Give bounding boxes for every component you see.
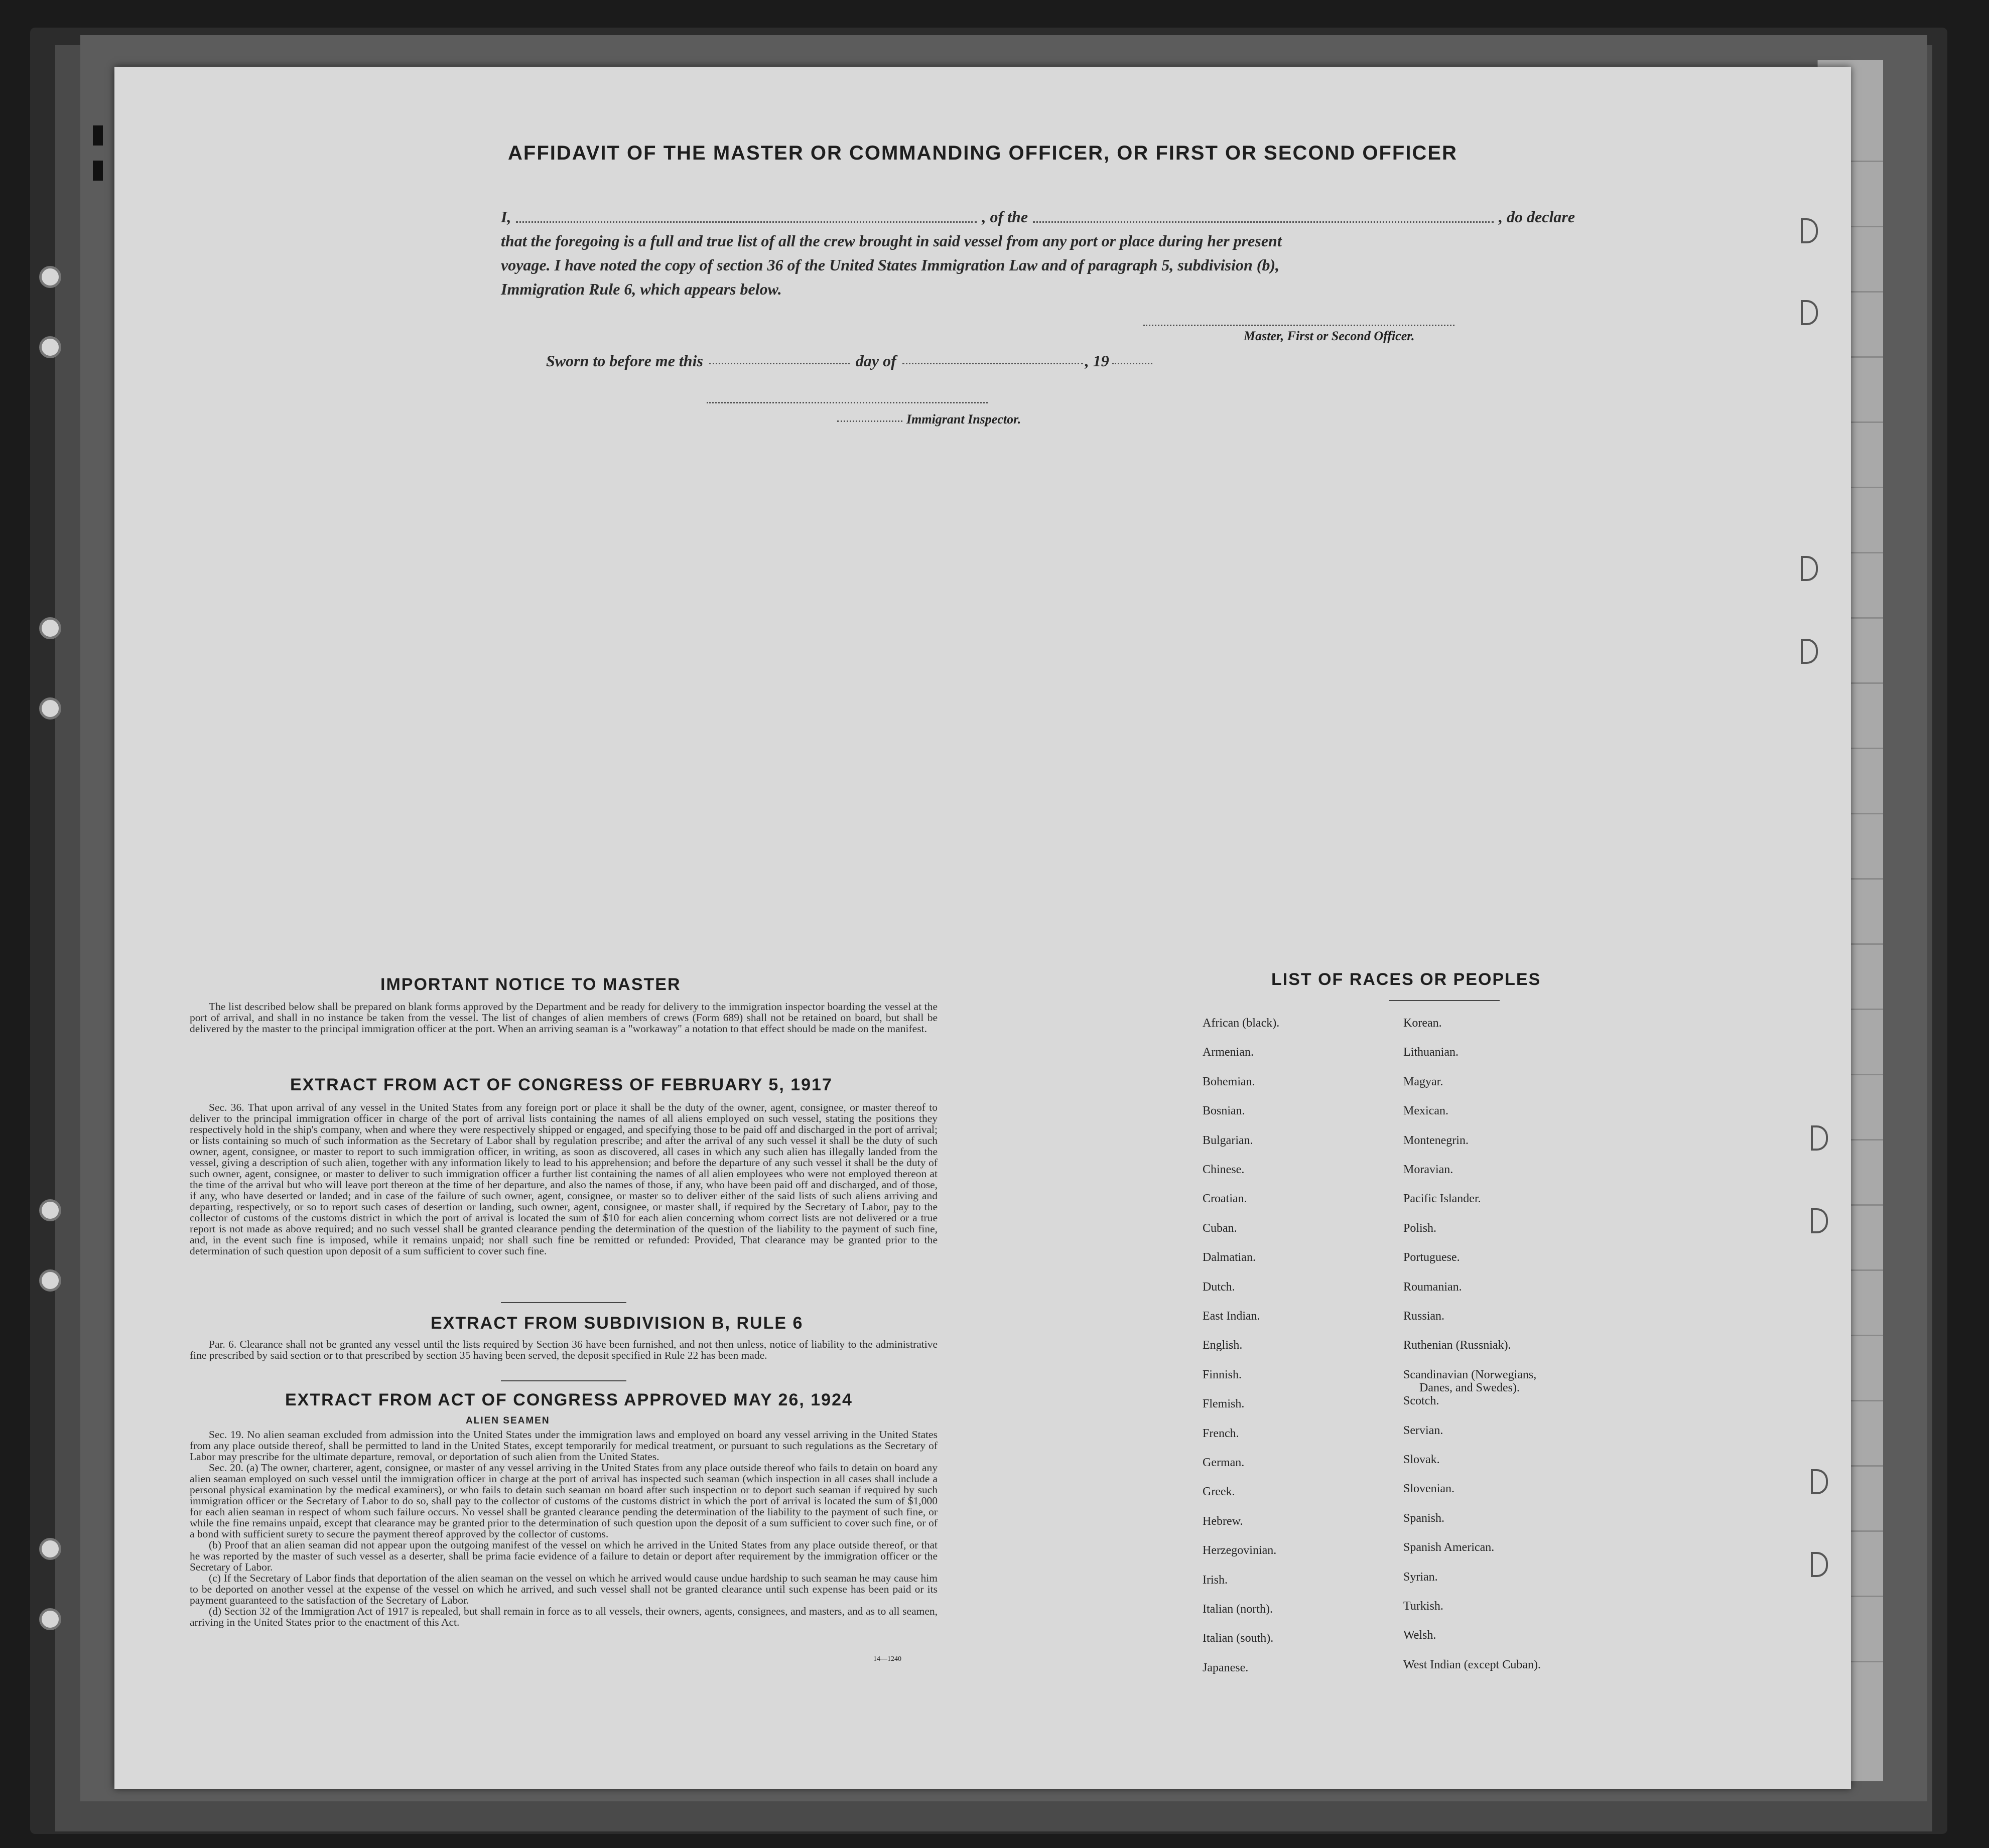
race-item: Flemish. <box>1203 1397 1245 1411</box>
race-item: Magyar. <box>1403 1075 1443 1088</box>
race-item: Servian. <box>1403 1424 1443 1437</box>
edge-mark <box>93 161 103 181</box>
manifest-page <box>114 67 1851 1789</box>
race-item: Scandinavian (Norwegians, <box>1403 1368 1537 1381</box>
affidavit-line2: that the foregoing is a full and true list of all the crew brought in said vessel from any port or place during her present <box>501 232 1282 250</box>
race-item: Welsh. <box>1403 1629 1436 1642</box>
race-item: Scotch. <box>1403 1394 1439 1408</box>
race-item: Slovak. <box>1403 1453 1440 1466</box>
race-item: Bohemian. <box>1203 1075 1255 1088</box>
affidavit-body <box>501 205 1575 301</box>
race-item: Turkish. <box>1403 1600 1443 1613</box>
sworn-end: , 19 <box>1085 352 1109 370</box>
signature-line <box>1143 325 1454 326</box>
signature-label: Master, First or Second Officer. <box>1244 329 1415 343</box>
race-item: Bulgarian. <box>1203 1133 1253 1147</box>
race-item: Dutch. <box>1203 1280 1235 1294</box>
sworn-mid: day of <box>855 352 896 370</box>
binder-hole <box>39 617 61 639</box>
inspector-label-row <box>837 412 1021 427</box>
binder-hole <box>39 1199 61 1221</box>
race-item: Bosnian. <box>1203 1104 1245 1118</box>
binder-hole <box>39 697 61 720</box>
race-item: Lithuanian. <box>1403 1046 1458 1059</box>
race-item: Greek. <box>1203 1485 1235 1499</box>
race-item: Spanish. <box>1403 1511 1445 1525</box>
race-item: German. <box>1203 1456 1245 1469</box>
affidavit-line1-end: , do declare <box>1499 208 1575 226</box>
races-divider <box>1389 1000 1500 1001</box>
alien-seamen-subhead: ALIEN SEAMEN <box>466 1415 550 1426</box>
sworn-start: Sworn to before me this <box>546 352 703 370</box>
race-item: African (black). <box>1203 1017 1280 1030</box>
race-item: Dalmatian. <box>1203 1251 1256 1264</box>
affidavit-title: AFFIDAVIT OF THE MASTER OR COMMANDING OFFICER, OR FIRST OR SECOND OFFICER <box>508 142 1457 164</box>
form-number: 14—1240 <box>873 1655 901 1663</box>
race-item: Russian. <box>1403 1310 1445 1323</box>
extract-1924-title: EXTRACT FROM ACT OF CONGRESS APPROVED MAY 26, 1924 <box>285 1390 853 1409</box>
race-item: Croatian. <box>1203 1192 1247 1206</box>
race-item: Cuban. <box>1203 1221 1237 1235</box>
inspector-label: Immigrant Inspector. <box>906 412 1021 427</box>
races-title: LIST OF RACES OR PEOPLES <box>1271 970 1541 989</box>
page-hole <box>1811 1552 1828 1577</box>
race-item: Pacific Islander. <box>1403 1192 1481 1206</box>
race-item: English. <box>1203 1339 1243 1352</box>
race-item: Japanese. <box>1203 1661 1249 1674</box>
race-item: French. <box>1203 1427 1239 1440</box>
race-item: West Indian (except Cuban). <box>1403 1658 1541 1671</box>
divider <box>501 1380 626 1381</box>
binder-hole <box>39 266 61 288</box>
affidavit-line4: Immigration Rule 6, which appears below. <box>501 280 782 298</box>
binder-hole <box>39 1608 61 1630</box>
day-blank <box>709 363 850 364</box>
race-item: Syrian. <box>1403 1570 1438 1584</box>
affidavit-line1-mid: , of the <box>982 208 1028 226</box>
race-item: Montenegrin. <box>1403 1133 1469 1147</box>
inspector-signature-line <box>707 402 988 403</box>
race-item: East Indian. <box>1203 1310 1260 1323</box>
divider <box>501 1302 626 1303</box>
race-item: Herzegovinian. <box>1203 1544 1277 1557</box>
extract-1924-body: Sec. 19. No alien seaman excluded from admission into the United States under the immigration laws and employed on board any vessel arriving in the United States from any place outside thereof, shall be permitted to land in the United States, except temporarily for medical treatment, or pursuant to such regulations as the Secretary of Labor may prescribe for the ultimate departure, removal, or deportation of such alien from the United States. Sec. 20. (a) The owner, charterer, agent, consignee, or master of any vessel arriving in the United States from any place outside thereof who fails to detain on board any alien seaman employed on such vessel until the immigration officer in charge at the port of arrival has inspected such seaman (which inspection in all cases shall include a personal physical examination by the medical examiners), or who fails to detain such seaman on board after such inspection or to deport such seaman if required by such immigration officer or the Secretary of Labor to do so, shall pay to the collector of customs of the customs district in which the port of arrival is located the sum of $1,000 for each alien seaman in respect of whom such failure occurs. No vessel shall be granted clearance pending the determination of the liability to the payment of such fine, or while the fine remains unpaid, except that clearance may be granted prior to the determination of such question upon the deposit of a sum sufficient to cover such fine, or of a bond with sufficient surety to secure the payment thereof approved by the collector of customs. (b) Proof that an alien seaman did not appear upon the outgoing manifest of the vessel on which he arrived in the United States from any place outside thereof, or that he was reported by the master of such vessel as a deserter, shall be prima facie evidence of a failure to detain or deport after requirement by the immigration officer or the Secretary of Labor. (c) If the Secretary of Labor finds that deportation of the alien seaman on the vessel on which he arrived would cause undue hardship to such seaman he may cause him to be deported on another vessel at the expense of the vessel on which he arrived, and such vessel shall not be granted clearance until such expense has been paid or its payment guaranteed to the satisfaction of the Secretary of Labor. (d) Section 32 of the Immigration Act of 1917 is repealed, but shall remain in force as to all vessels, their owners, agents, consignees, and masters, and as to all seamen, arriving in the United States prior to the enactment of this Act. <box>190 1429 938 1628</box>
page-hole <box>1801 639 1818 664</box>
page-hole <box>1801 300 1818 325</box>
race-item: Danes, and Swedes). <box>1419 1381 1520 1394</box>
race-item: Armenian. <box>1203 1046 1254 1059</box>
race-item: Italian (north). <box>1203 1603 1273 1616</box>
binder-hole <box>39 1269 61 1292</box>
race-item: Spanish American. <box>1403 1541 1495 1554</box>
notice-body: The list described below shall be prepared on blank forms approved by the Department and be ready for delivery to the immigration inspector boarding the vessel at the port of arrival, and shall in no instance be taken from the vessel. The list of changes of alien members of crews (Form 689) shall not be retained on board, but shall be delivered by the master to the principal immigration officer at the port. When an arriving seaman is a "workaway" a notation to that effect should be made on the manifest. <box>190 1001 938 1035</box>
year-blank <box>1112 363 1152 364</box>
race-item: Hebrew. <box>1203 1514 1243 1528</box>
page-hole <box>1801 218 1818 243</box>
race-item: Portuguese. <box>1403 1251 1460 1264</box>
page-hole <box>1801 556 1818 581</box>
page-hole <box>1811 1208 1828 1233</box>
affidavit-line1-start: I, <box>501 208 511 226</box>
page-hole <box>1811 1469 1828 1494</box>
sworn-line <box>546 352 1152 370</box>
page-hole <box>1811 1125 1828 1151</box>
race-item: Irish. <box>1203 1573 1228 1587</box>
race-item: Slovenian. <box>1403 1482 1454 1496</box>
race-item: Italian (south). <box>1203 1632 1274 1645</box>
race-item: Polish. <box>1403 1221 1437 1235</box>
binder-hole <box>39 1538 61 1560</box>
vessel-blank <box>1033 221 1494 223</box>
month-blank <box>902 363 1083 364</box>
edge-mark <box>93 125 103 146</box>
extract-1917-body: Sec. 36. That upon arrival of any vessel in the United States from any foreign port or place it shall be the duty of the owner, agent, consignee, or master thereof to deliver to the principal immigration officer in charge of the port of arrival lists containing the names of all aliens employed on such vessel, stating the positions they respectively hold in the ship's company, when and where they were respectively shipped or engaged, and specifying those to be paid off and discharged in the port of arrival; or lists containing so much of such information as the Secretary of Labor shall by regulation prescribe; and after the arrival of any such vessel it shall be the duty of such owner, agent, consignee, or master to report to such immigration officer, in writing, as soon as discovered, all cases in which any such alien has illegally landed from the vessel, giving a description of such alien, together with any information likely to lead to his apprehension; and before the departure of any such vessel it shall be the duty of such owner, agent, consignee, or master to deliver to such immigration officer a further list containing the names of all alien employees who were not employed thereon at the time of the arrival but who will leave port thereon at the time of her departure, and also the names of those, if any, who have been paid off and discharged, and of those, if any, who have deserted or landed; and in case of the failure of such owner, agent, consignee, or master so to deliver either of the said lists of such aliens arriving and departing, respectively, or so to report such cases of desertion or landing, such owner, agent, consignee, or master shall, if required by the Secretary of Labor, pay to the collector of customs of the customs district in which the port of arrival is located the sum of $10 for each alien concerning whom correct lists are not delivered or a true report is not made as above required; and no such vessel shall be granted clearance pending the determination of the question of the liability to the payment of such fine, and, in the event such fine is imposed, while it remains unpaid; nor shall such fine be remitted or refunded: Provided, That clearance may be granted prior to the determination of such question upon deposit of a sum sufficient to cover such fine. <box>190 1101 938 1257</box>
race-item: Mexican. <box>1403 1104 1448 1118</box>
race-item: Ruthenian (Russniak). <box>1403 1339 1511 1352</box>
race-item: Chinese. <box>1203 1163 1245 1176</box>
race-item: Roumanian. <box>1403 1280 1462 1294</box>
extract-rule6-body: Par. 6. Clearance shall not be granted any vessel until the lists required by Section 36 have been furnished, and not then unless, notice of liability to the administrative fine prescribed by said section or to that prescribed by section 35 having been served, the deposit specified in Rule 22 has been made. <box>190 1338 938 1361</box>
race-item: Finnish. <box>1203 1368 1242 1381</box>
affidavit-line3: voyage. I have noted the copy of section 36 of the United States Immigration Law and of paragraph 5, subdivision (b), <box>501 256 1280 274</box>
notice-title: IMPORTANT NOTICE TO MASTER <box>380 975 681 994</box>
extract-rule6-title: EXTRACT FROM SUBDIVISION B, RULE 6 <box>431 1314 804 1333</box>
race-item: Moravian. <box>1403 1163 1453 1176</box>
name-blank <box>516 221 977 223</box>
race-item: Korean. <box>1403 1017 1442 1030</box>
extract-1917-title: EXTRACT FROM ACT OF CONGRESS OF FEBRUARY 5, 1917 <box>290 1075 833 1094</box>
binder-hole <box>39 336 61 358</box>
